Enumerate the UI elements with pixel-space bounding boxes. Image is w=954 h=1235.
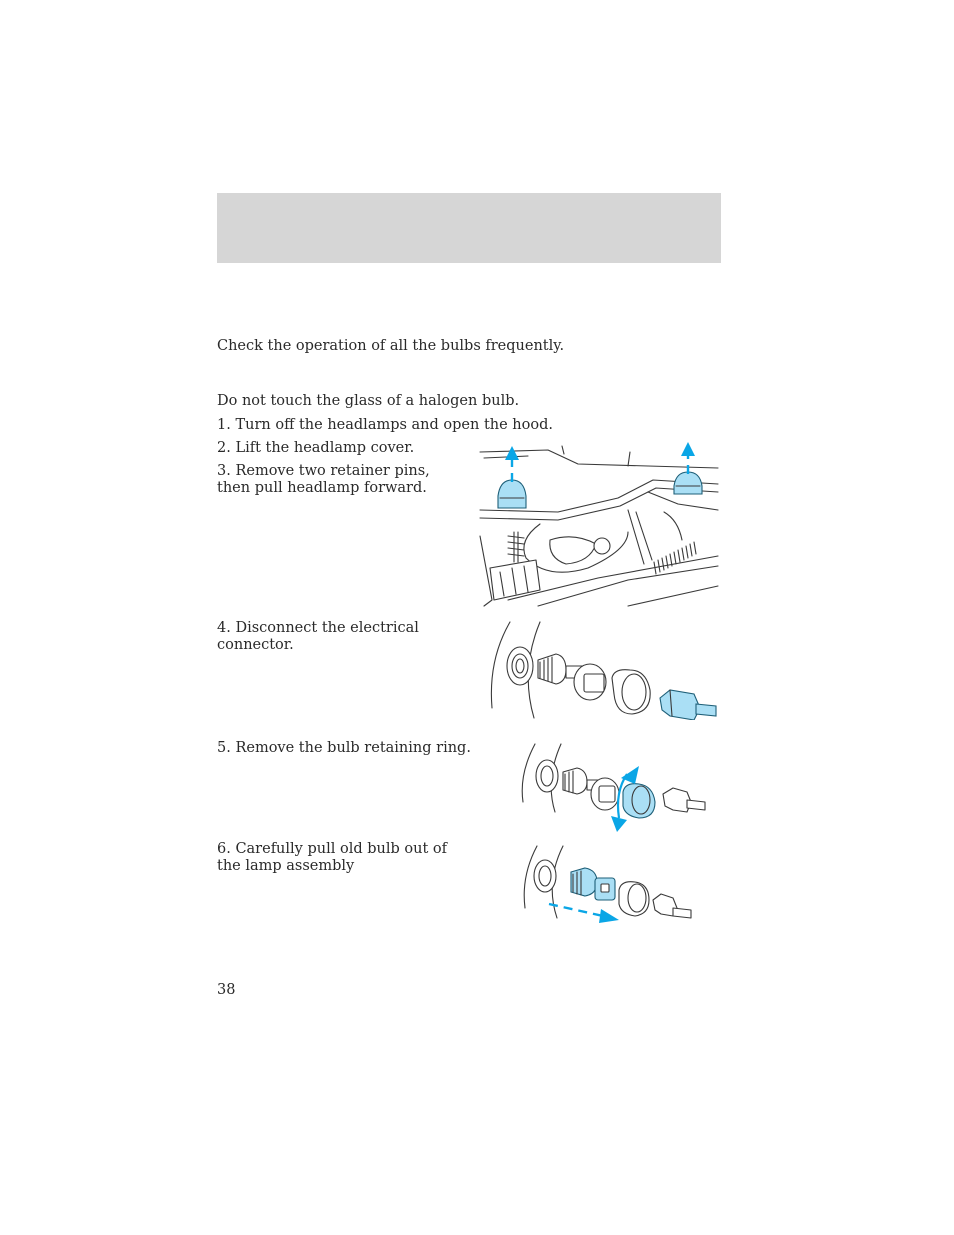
- intro-text: Check the operation of all the bulbs frequently.: [217, 338, 565, 354]
- step-4: 4. Disconnect the electrical connector.: [217, 620, 419, 653]
- step-3: 3. Remove two retainer pins, then pull headlamp forward.: [217, 463, 430, 496]
- disconnect-connector-illustration: [480, 620, 720, 720]
- headlamp-retainer-pins-illustration: [478, 440, 721, 607]
- page-number: 38: [217, 982, 236, 998]
- remove-retaining-ring-illustration: [515, 740, 710, 838]
- pull-bulb-out-illustration: [515, 842, 710, 932]
- step-6: 6. Carefully pull old bulb out of the lamp assembly: [217, 841, 447, 874]
- step-1: 1. Turn off the headlamps and open the hood.: [217, 417, 553, 433]
- step-2: 2. Lift the headlamp cover.: [217, 440, 415, 456]
- step-5: 5. Remove the bulb retaining ring.: [217, 740, 471, 756]
- section-header-band: [217, 193, 721, 263]
- halogen-warning: Do not touch the glass of a halogen bulb.: [217, 393, 520, 409]
